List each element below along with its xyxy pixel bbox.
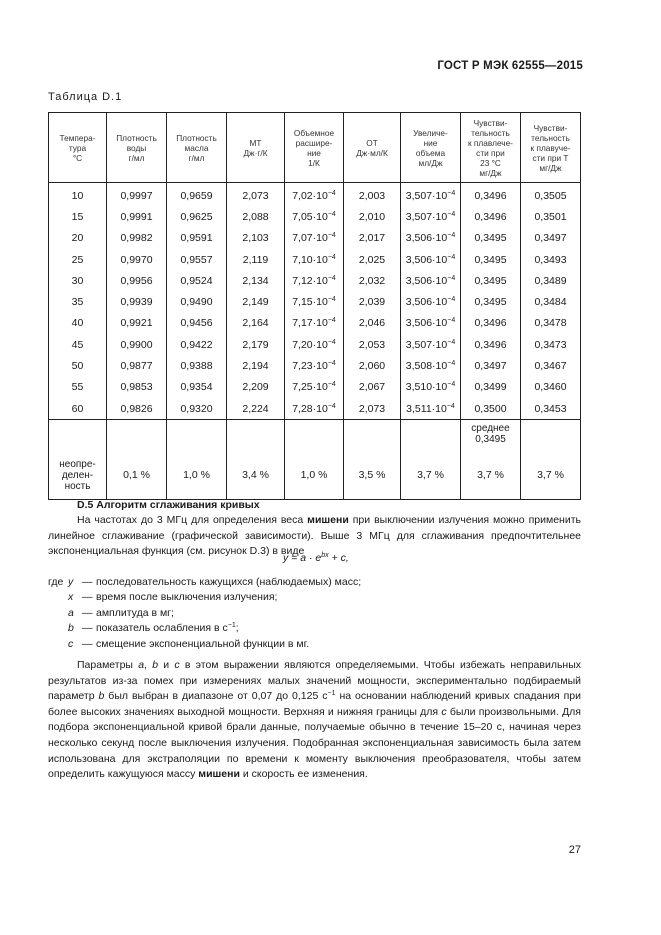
data-table	[48, 112, 581, 500]
uncertainty-value: 3,7 %	[461, 451, 521, 500]
empty-cell	[344, 420, 401, 452]
table-cell: 0,9900	[107, 334, 167, 355]
table-cell: 0,3496	[461, 334, 521, 355]
definition-item: где y — последовательность кажущихся (наблюдаемых) масс;	[48, 576, 362, 588]
table-cell: $7,15\cdot 10^{-4}$	[285, 291, 344, 312]
column-header-line: объема	[415, 147, 446, 158]
column-header	[521, 113, 581, 183]
table-cell: 2,067	[344, 377, 401, 398]
table-cell: 0,3478	[521, 313, 581, 334]
table-cell: 0,9991	[107, 206, 167, 227]
table-cell: 0,3496	[461, 313, 521, 334]
table-cell: 0,9456	[167, 313, 227, 334]
table-cell: 2,039	[344, 291, 401, 312]
column-header-line: к плавлече-	[468, 137, 513, 148]
table-row	[49, 183, 581, 207]
table-cell: 0,3501	[521, 206, 581, 227]
table-cell: $3,506\cdot 10^{-4}$	[401, 291, 461, 312]
table-cell: $7,28\cdot 10^{-4}$	[285, 398, 344, 420]
table-cell: $3,510\cdot 10^{-4}$	[401, 377, 461, 398]
table-cell: 0,9956	[107, 270, 167, 291]
column-header-line: Плотность	[176, 132, 217, 143]
table-cell: 0,9354	[167, 377, 227, 398]
table-cell: 2,103	[227, 228, 285, 249]
table-cell: 2,046	[344, 313, 401, 334]
table-header-row	[49, 113, 581, 183]
table-cell: 0,3495	[461, 270, 521, 291]
table-cell: 35	[49, 291, 107, 312]
table-cell: $7,07\cdot 10^{-4}$	[285, 228, 344, 249]
table-cell: $3,508\cdot 10^{-4}$	[401, 355, 461, 376]
column-header	[167, 113, 227, 183]
table-cell: 45	[49, 334, 107, 355]
table-cell: $7,10\cdot 10^{-4}$	[285, 249, 344, 270]
column-header-line: тельность	[531, 132, 570, 143]
column-header-line: расшире-	[295, 137, 333, 148]
table-cell: 0,3495	[461, 291, 521, 312]
table-cell: $3,507\cdot 10^{-4}$	[401, 206, 461, 227]
table-cell: 0,9826	[107, 398, 167, 420]
table-body	[49, 183, 581, 500]
table-cell: 40	[49, 313, 107, 334]
table-cell: $7,20\cdot 10^{-4}$	[285, 334, 344, 355]
column-header-line: ние	[423, 137, 438, 148]
table-row	[49, 355, 581, 376]
empty-cell	[401, 420, 461, 452]
column-header-line: 23 °С	[480, 157, 501, 168]
table-cell: 0,9939	[107, 291, 167, 312]
table-cell: 2,032	[344, 270, 401, 291]
column-header-line: мл/Дж	[418, 157, 443, 168]
table-cell: 2,003	[344, 183, 401, 207]
empty-cell	[107, 420, 167, 452]
column-header-line: 1/К	[308, 157, 320, 168]
table-cell: 2,053	[344, 334, 401, 355]
table-cell: 2,010	[344, 206, 401, 227]
uncertainty-value: 3,5 %	[344, 451, 401, 500]
column-header-line: воды	[126, 142, 147, 153]
table-cell: 2,060	[344, 355, 401, 376]
table-row	[49, 291, 581, 312]
table-cell: 0,9982	[107, 228, 167, 249]
table-cell: 0,9422	[167, 334, 227, 355]
table-cell: 0,3453	[521, 398, 581, 420]
empty-cell	[227, 420, 285, 452]
table-cell: 2,073	[227, 183, 285, 207]
page-number: 27	[568, 844, 581, 856]
column-header-line: ние	[307, 147, 321, 158]
average-cell: среднее 0,3495	[461, 420, 521, 452]
table-cell: 2,209	[227, 377, 285, 398]
table-cell: 20	[49, 228, 107, 249]
column-header-line: г/мл	[188, 152, 205, 163]
table-cell: 0,3497	[461, 355, 521, 376]
column-header	[461, 113, 521, 183]
table-row	[49, 377, 581, 398]
table-cell: $3,507\cdot 10^{-4}$	[401, 334, 461, 355]
table-cell: 0,3467	[521, 355, 581, 376]
column-header-line: мг/Дж	[539, 162, 562, 173]
uncertainty-value: 1,0 %	[285, 451, 344, 500]
column-header-line: масла	[184, 142, 209, 153]
table-cell: $7,05\cdot 10^{-4}$	[285, 206, 344, 227]
column-header-line: тура	[68, 142, 87, 153]
table-cell: 0,3460	[521, 377, 581, 398]
table-row	[49, 398, 581, 420]
empty-cell	[49, 420, 107, 452]
table-cell: 0,9524	[167, 270, 227, 291]
intro-paragraph: На частотах до 3 МГц для определения веса мишени при выключении излучения можно применить линейное сглаживание (графической зависимости). Выше 3 МГц для сглаживания предпочтительнее экспоненциальная функция (см. рисунок D.3) в виде	[48, 514, 581, 558]
uncertainty-value: 3,4 %	[227, 451, 285, 500]
table-cell: 0,3496	[461, 206, 521, 227]
table-cell: $7,25\cdot 10^{-4}$	[285, 377, 344, 398]
table-cell: 0,3495	[461, 228, 521, 249]
uncertainty-value: 1,0 %	[167, 451, 227, 500]
table-cell: 0,9921	[107, 313, 167, 334]
column-header-line: Объемное	[293, 127, 335, 138]
table-row	[49, 270, 581, 291]
table-cell: 2,149	[227, 291, 285, 312]
table-cell: 0,3505	[521, 183, 581, 207]
table-cell: $3,506\cdot 10^{-4}$	[401, 228, 461, 249]
column-header-line: °С	[72, 152, 83, 163]
table-cell: $3,506\cdot 10^{-4}$	[401, 313, 461, 334]
table-cell: 0,9970	[107, 249, 167, 270]
column-header-line: тельность	[471, 127, 510, 138]
table-row	[49, 206, 581, 227]
column-header-line: Дж·мл/К	[356, 147, 388, 158]
table-row	[49, 334, 581, 355]
column-header-line: г/мл	[128, 152, 145, 163]
table-cell: 0,9625	[167, 206, 227, 227]
definitions-list	[48, 575, 361, 652]
table-cell: 25	[49, 249, 107, 270]
table-caption: Таблица D.1	[48, 91, 123, 103]
definition-item: a — амплитуда в мг;	[68, 606, 174, 619]
column-header-line: Темпера-	[59, 132, 96, 143]
definition-item: x — время после выключения излучения;	[68, 591, 278, 604]
definition-item: b — показатель ослабления в $с^{-1}$;	[68, 622, 239, 635]
table-cell: 2,119	[227, 249, 285, 270]
table-cell: 0,9490	[167, 291, 227, 312]
column-header-line: Дж·г/К	[243, 147, 268, 158]
empty-cell	[521, 420, 581, 452]
table-cell: 0,9320	[167, 398, 227, 420]
section-title: D.5 Алгоритм сглаживания кривых	[77, 499, 260, 511]
table-cell: 0,3495	[461, 249, 521, 270]
table-cell: 2,073	[344, 398, 401, 420]
table-cell: $7,23\cdot 10^{-4}$	[285, 355, 344, 376]
column-header-line: Чувстви-	[473, 117, 508, 128]
column-header-line: к плавуче-	[530, 142, 571, 153]
table-cell: $3,511\cdot 10^{-4}$	[401, 398, 461, 420]
uncertainty-value: 3,7 %	[521, 451, 581, 500]
table-cell: 2,025	[344, 249, 401, 270]
column-header-line: мг/Дж	[479, 167, 502, 178]
table-row	[49, 249, 581, 270]
column-header	[107, 113, 167, 183]
table-cell: $3,507\cdot 10^{-4}$	[401, 183, 461, 207]
column-header	[227, 113, 285, 183]
empty-cell	[285, 420, 344, 452]
table-cell: 2,179	[227, 334, 285, 355]
average-row	[49, 420, 581, 452]
table-cell: 0,3497	[521, 228, 581, 249]
table-cell: 15	[49, 206, 107, 227]
table-cell: 60	[49, 398, 107, 420]
table-cell: 55	[49, 377, 107, 398]
table-cell: 0,3473	[521, 334, 581, 355]
column-header-line: Увеличе-	[413, 127, 448, 138]
table-cell: $3,506\cdot 10^{-4}$	[401, 270, 461, 291]
column-header-line: Чувстви-	[533, 122, 568, 133]
table-cell: 0,9659	[167, 183, 227, 207]
table-cell: 2,088	[227, 206, 285, 227]
table-cell: 50	[49, 355, 107, 376]
table-cell: 2,164	[227, 313, 285, 334]
table-cell: 0,9997	[107, 183, 167, 207]
column-header-line: сти при Т	[532, 152, 569, 163]
table-cell: 0,9853	[107, 377, 167, 398]
column-header-line: ОТ	[366, 137, 378, 148]
table-cell: 10	[49, 183, 107, 207]
table-cell: 0,9877	[107, 355, 167, 376]
column-header	[49, 113, 107, 183]
table-cell: 0,3499	[461, 377, 521, 398]
empty-cell	[167, 420, 227, 452]
table-cell: 0,9388	[167, 355, 227, 376]
table-cell: 0,9557	[167, 249, 227, 270]
table-row	[49, 313, 581, 334]
table-cell: $3,506\cdot 10^{-4}$	[401, 249, 461, 270]
column-header-line: сти при	[476, 147, 505, 158]
table-cell: 2,224	[227, 398, 285, 420]
table-cell: 0,3493	[521, 249, 581, 270]
column-header	[401, 113, 461, 183]
table-cell: 2,134	[227, 270, 285, 291]
column-header-line: Плотность	[116, 132, 157, 143]
table-cell: 0,9591	[167, 228, 227, 249]
table-row	[49, 228, 581, 249]
parameters-paragraph: Параметры a, b и c в этом выражении являются определяемыми. Чтобы избежать неправильных результатов из-за помех при измерениях малых значений мощности, экспериментально подбираемый параметр b был выбран в диапазоне от 0,07 до 0,125 $с^{-1}$ на основании наблюдений кривых спадания при более высоких значениях выходной мощности. Верхняя и нижняя границы для c были произвольными. Для подбора экспоненциальной кривой брали данные, получаемые обычно в течение 15–20 с, начиная через несколько секунд после выключения излучения. Подобранная экспоненциальная зависимость была затем использована для экстраполяции по времени к моменту выключения преобразователя, чтобы затем определить кажущуюся массу мишени и скорость ее изменения.	[48, 659, 582, 781]
table-cell: $7,17\cdot 10^{-4}$	[285, 313, 344, 334]
table-cell: $7,02\cdot 10^{-4}$	[285, 183, 344, 207]
uncertainty-label: неопре- делен- ность	[49, 451, 107, 500]
table-cell: 0,3496	[461, 183, 521, 207]
table-cell: 0,3484	[521, 291, 581, 312]
column-header	[285, 113, 344, 183]
column-header	[344, 113, 401, 183]
uncertainty-value: 0,1 %	[107, 451, 167, 500]
column-header-line: МТ	[249, 137, 262, 148]
table-cell: 0,3500	[461, 398, 521, 420]
uncertainty-value: 3,7 %	[401, 451, 461, 500]
uncertainty-row	[49, 451, 581, 500]
table-cell: $7,12\cdot 10^{-4}$	[285, 270, 344, 291]
standard-designation: ГОСТ Р МЭК 62555—2015	[437, 60, 583, 72]
table-cell: 2,017	[344, 228, 401, 249]
formula: $y = a \cdot e^{bx} + c$,	[283, 552, 349, 564]
definition-item: c — смещение экспоненциальной функции в мг.	[68, 637, 310, 650]
table-cell: 2,194	[227, 355, 285, 376]
table-cell: 0,3489	[521, 270, 581, 291]
table-cell: 30	[49, 270, 107, 291]
